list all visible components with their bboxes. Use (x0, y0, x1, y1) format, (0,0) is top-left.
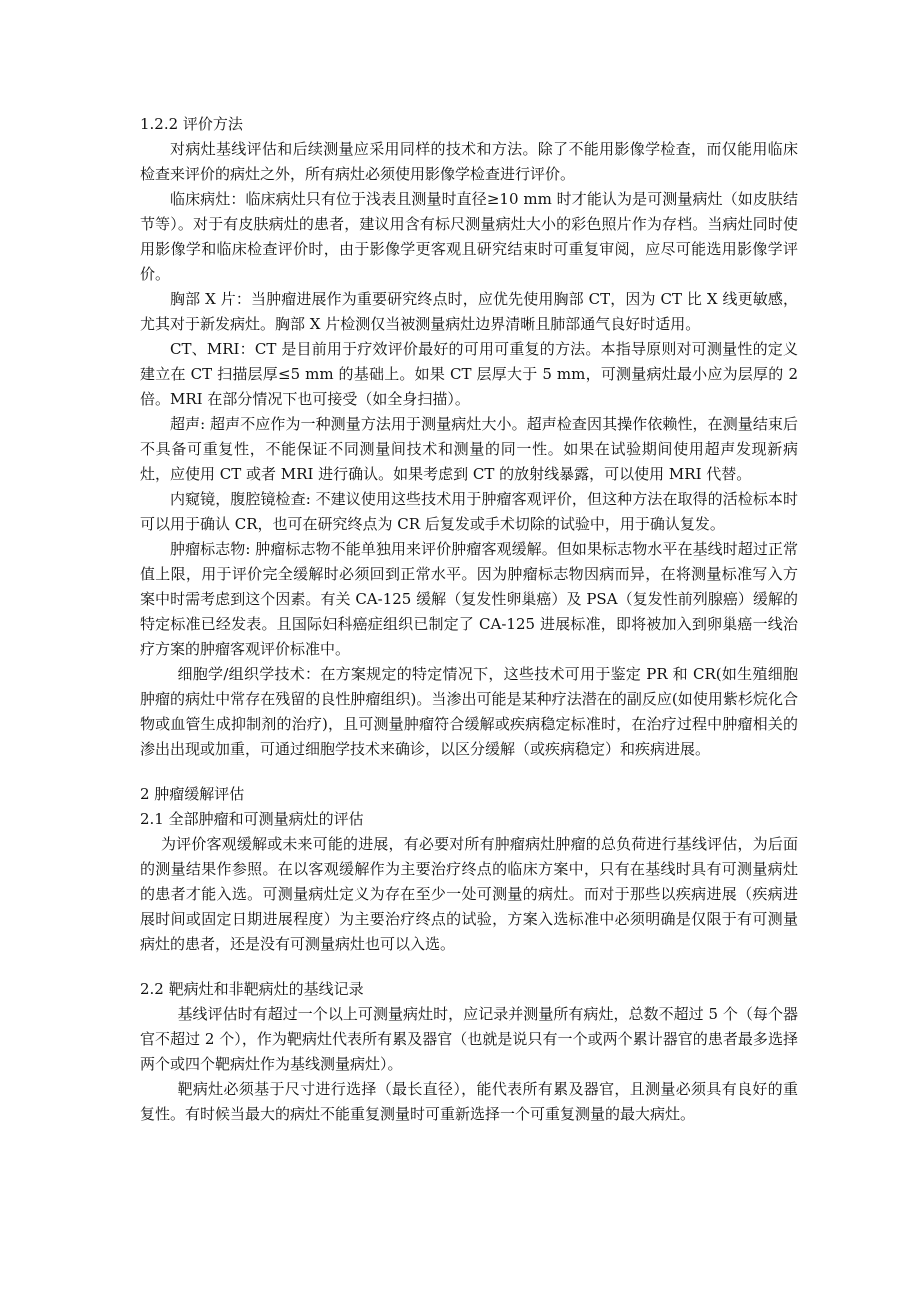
paragraph-tumor-markers: 肿瘤标志物: 肿瘤标志物不能单独用来评价肿瘤客观缓解。但如果标志物水平在基线时超过正常值上限，用于评价完全缓解时必须回到正常水平。因为肿瘤标志物因病而异，在将测量标准写入方案中时需考虑到这个因素。有关 CA-125 缓解（复发性卵巢癌）及 PSA（复发性前列腺癌）缓解的特定标准已经发表。且国际妇科癌症组织已制定了 CA-125 进展标准，即将被加入到卵巢癌一线治疗方案的肿瘤客观评价标准中。 (140, 540, 798, 658)
paragraph-ct-mri: CT、MRI：CT 是目前用于疗效评价最好的可用可重复的方法。本指导原则对可测量性的定义建立在 CT 扫描层厚≤5 mm 的基础上。如果 CT 层厚大于 5 mm，可测量病灶最小应为层厚的 2 倍。MRI 在部分情况下也可接受（如全身扫描）。 (140, 340, 798, 408)
document-body (140, 112, 798, 1127)
paragraph-cytology: 细胞学/组织学技术：在方案规定的特定情况下，这些技术可用于鉴定 PR 和 CR(如生殖细胞肿瘤的病灶中常存在残留的良性肿瘤组织)。当渗出可能是某种疗法潜在的副反应(如使用紫杉烷化合物或血管生成抑制剂的治疗)，且可测量肿瘤符合缓解或疾病稳定标准时，在治疗过程中肿瘤相关的渗出出现或加重，可通过细胞学技术来确诊，以区分缓解（或疾病稳定）和疾病进展。 (140, 665, 798, 758)
spacer (140, 957, 798, 977)
paragraph-endoscopy: 内窥镜，腹腔镜检查: 不建议使用这些技术用于肿瘤客观评价，但这种方法在取得的活检标本时可以用于确认 CR，也可在研究终点为 CR 后复发或手术切除的试验中，用于确认复发。 (140, 490, 798, 533)
paragraph-methods-intro: 对病灶基线评估和后续测量应采用同样的技术和方法。除了不能用影像学检查，而仅能用临床检查来评价的病灶之外，所有病灶必须使用影像学检查进行评价。 (140, 140, 798, 183)
spacer (140, 762, 798, 782)
section-heading-1-2-2: 1.2.2 评价方法 (140, 115, 243, 133)
section-heading-2: 2 肿瘤缓解评估 (140, 785, 245, 803)
paragraph-clinical-lesions: 临床病灶：临床病灶只有位于浅表且测量时直径≥10 mm 时才能认为是可测量病灶（如皮肤结节等）。对于有皮肤病灶的患者，建议用含有标尺测量病灶大小的彩色照片作为存档。当病灶同时使用影像学和临床检查评价时，由于影像学更客观且研究结束时可重复审阅，应尽可能选用影像学评价。 (140, 190, 798, 283)
paragraph-target-selection: 靶病灶必须基于尺寸进行选择（最长直径），能代表所有累及器官，且测量必须具有良好的重复性。有时候当最大的病灶不能重复测量时可重新选择一个可重复测量的最大病灶。 (140, 1080, 798, 1123)
paragraph-chest-xray: 胸部 X 片：当肿瘤进展作为重要研究终点时，应优先使用胸部 CT，因为 CT 比 X 线更敏感，尤其对于新发病灶。胸部 X 片检测仅当被测量病灶边界清晰且肺部通气良好时适用。 (140, 290, 798, 333)
section-heading-2-2: 2.2 靶病灶和非靶病灶的基线记录 (140, 980, 364, 998)
section-heading-2-1: 2.1 全部肿瘤和可测量病灶的评估 (140, 810, 364, 828)
paragraph-overall-assessment: 为评价客观缓解或未来可能的进展，有必要对所有肿瘤病灶肿瘤的总负荷进行基线评估，为后面的测量结果作参照。在以客观缓解作为主要治疗终点的临床方案中，只有在基线时具有可测量病灶的患者才能入选。可测量病灶定义为存在至少一处可测量的病灶。而对于那些以疾病进展（疾病进展时间或固定日期进展程度）为主要治疗终点的试验，方案入选标准中必须明确是仅限于有可测量病灶的患者，还是没有可测量病灶也可以入选。 (140, 835, 798, 953)
paragraph-baseline-target: 基线评估时有超过一个以上可测量病灶时，应记录并测量所有病灶，总数不超过 5 个（每个器官不超过 2 个），作为靶病灶代表所有累及器官（也就是说只有一个或两个累计器官的患者最多选择两个或四个靶病灶作为基线测量病灶）。 (140, 1005, 798, 1073)
paragraph-ultrasound: 超声: 超声不应作为一种测量方法用于测量病灶大小。超声检查因其操作依赖性，在测量结束后不具备可重复性，不能保证不同测量间技术和测量的同一性。如果在试验期间使用超声发现新病灶，应使用 CT 或者 MRI 进行确认。如果考虑到 CT 的放射线暴露，可以使用 MRI 代替。 (140, 415, 798, 483)
